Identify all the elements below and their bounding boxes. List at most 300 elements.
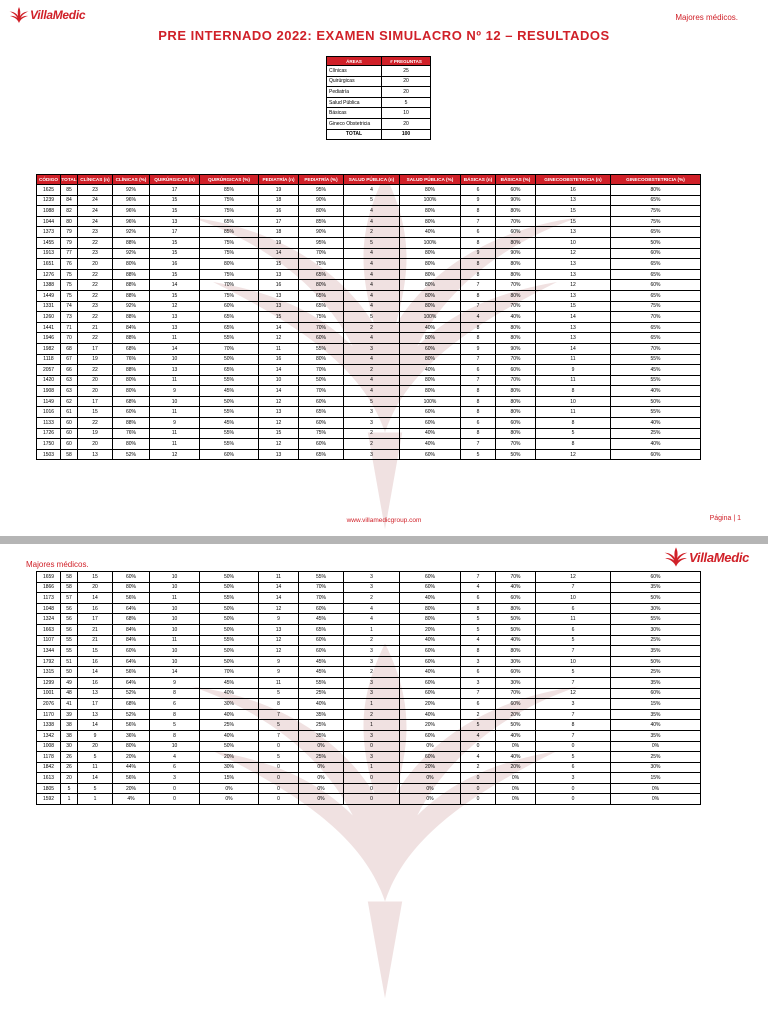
table-cell: 50% [200,656,259,667]
table-row [37,709,701,720]
table-cell: 12 [150,449,200,460]
table-cell: 75% [200,248,259,259]
table-cell: 11 [259,677,299,688]
table-cell: 16 [78,656,113,667]
table-cell: 84% [113,635,150,646]
table-cell: 1613 [37,773,61,784]
table-cell: 5 [78,783,113,794]
table-cell: 26 [61,762,78,773]
areas-row [327,76,431,87]
table-cell: 90% [496,248,536,259]
table-cell: 10 [150,656,200,667]
table-cell: 100% [400,312,461,323]
table-cell: 64% [113,603,150,614]
table-cell: 1 [344,699,400,710]
table-cell: 8 [461,396,496,407]
table-cell: 50% [496,720,536,731]
table-cell: 80% [299,280,344,291]
table-cell: 80% [200,259,259,270]
table-cell: 0% [611,794,701,805]
table-cell: 13 [150,322,200,333]
table-cell: 40% [496,312,536,323]
table-cell: 5 [78,752,113,763]
table-cell: 20% [496,709,536,720]
table-cell: 23 [78,248,113,259]
table-cell: 80% [113,375,150,386]
table-cell: 8 [461,407,496,418]
table-cell: 2 [461,709,496,720]
table-cell: 75% [611,216,701,227]
table-cell: 50% [200,572,259,583]
table-cell: 80% [400,333,461,344]
table-cell: 8 [536,386,611,397]
table-cell: 11 [536,407,611,418]
table-cell: 20% [400,720,461,731]
table-cell: 68% [113,343,150,354]
table-cell: 6 [536,603,611,614]
table-cell: 65% [611,195,701,206]
table-cell: 11 [259,572,299,583]
table-cell: 60% [299,439,344,450]
table-cell: 80% [496,206,536,217]
table-cell: 70% [200,280,259,291]
table-cell: 1239 [37,195,61,206]
table-cell: 6 [461,185,496,196]
table-cell: 20 [78,375,113,386]
table-cell: 60% [400,752,461,763]
results-column-header: TOTAL [61,175,78,185]
table-cell: 3 [150,773,200,784]
table-cell: 2 [344,322,400,333]
table-cell: 0% [611,741,701,752]
results-column-header: PEDIATRÍA (n) [259,175,299,185]
table-cell: 5 [259,720,299,731]
table-cell: 8 [461,646,496,657]
table-cell: 60% [299,333,344,344]
area-question-count: 25 [382,66,431,77]
table-cell: 7 [461,216,496,227]
table-cell: 15 [150,206,200,217]
table-cell: 0% [496,794,536,805]
table-row [37,375,701,386]
table-cell: 70% [200,667,259,678]
table-cell: 68% [113,699,150,710]
table-cell: 4 [344,216,400,227]
table-cell: 17 [259,216,299,227]
areas-row [327,118,431,129]
table-cell: 73 [61,312,78,323]
table-cell: 1982 [37,343,61,354]
table-cell: 40% [400,227,461,238]
table-row [37,195,701,206]
table-cell: 6 [536,624,611,635]
table-cell: 16 [536,185,611,196]
table-cell: 5 [150,720,200,731]
table-cell: 40% [496,730,536,741]
table-cell: 80% [611,185,701,196]
table-cell: 96% [113,195,150,206]
table-cell: 15 [536,301,611,312]
table-cell: 8 [461,603,496,614]
table-cell: 15 [259,312,299,323]
table-cell: 70% [496,688,536,699]
table-cell: 55% [611,354,701,365]
table-cell: 10 [150,614,200,625]
table-cell: 80% [496,290,536,301]
area-question-count: 20 [382,87,431,98]
table-cell: 100% [400,396,461,407]
villamedic-logo [9,6,85,24]
table-cell: 5 [344,312,400,323]
table-cell: 55% [299,677,344,688]
table-row [37,762,701,773]
table-cell: 7 [461,439,496,450]
area-name: Básicas [327,108,382,119]
table-cell: 14 [150,667,200,678]
table-cell: 5 [461,720,496,731]
table-cell: 58 [61,572,78,583]
table-cell: 80% [113,259,150,270]
table-cell: 0 [259,773,299,784]
table-cell: 100% [400,195,461,206]
table-cell: 70% [299,322,344,333]
table-cell: 1338 [37,720,61,731]
areas-table [326,56,431,140]
table-cell: 40% [200,709,259,720]
table-cell: 9 [150,677,200,688]
table-cell: 68 [61,343,78,354]
table-cell: 80% [299,206,344,217]
table-cell: 5 [344,396,400,407]
table-cell: 11 [78,762,113,773]
table-cell: 5 [259,688,299,699]
table-cell: 12 [536,572,611,583]
table-cell: 55% [200,428,259,439]
table-cell: 60% [113,646,150,657]
table-cell: 4 [461,312,496,323]
table-cell: 60% [400,407,461,418]
table-cell: 4 [344,386,400,397]
table-cell: 52% [113,709,150,720]
table-cell: 50% [200,396,259,407]
table-cell: 50% [200,354,259,365]
table-cell: 5 [536,667,611,678]
table-cell: 8 [461,322,496,333]
table-cell: 80% [496,237,536,248]
table-cell: 22 [78,290,113,301]
villamedic-logo [664,546,749,568]
table-cell: 0 [344,783,400,794]
table-cell: 19 [259,185,299,196]
table-cell: 1625 [37,185,61,196]
table-cell: 35% [299,730,344,741]
table-cell: 13 [78,688,113,699]
results-column-header: PEDIATRÍA (%) [299,175,344,185]
table-cell: 56 [61,614,78,625]
table-cell: 0% [200,794,259,805]
table-cell: 3 [344,752,400,763]
table-cell: 4 [150,752,200,763]
table-cell: 8 [150,730,200,741]
table-cell: 55% [299,343,344,354]
table-cell: 22 [78,418,113,429]
table-cell: 3 [344,572,400,583]
table-cell: 5 [536,635,611,646]
table-cell: 1866 [37,582,61,593]
table-cell: 9 [461,195,496,206]
table-cell: 25% [299,688,344,699]
table-cell: 13 [536,290,611,301]
results-column-header: BÁSICAS (n) [461,175,496,185]
table-cell: 1805 [37,783,61,794]
table-cell: 65% [611,227,701,238]
table-cell: 75% [611,301,701,312]
table-cell: 80% [496,269,536,280]
table-cell: 6 [150,699,200,710]
table-row [37,646,701,657]
table-cell: 0% [400,773,461,784]
table-cell: 5 [344,195,400,206]
table-cell: 20% [200,752,259,763]
table-cell: 3 [344,677,400,688]
table-cell: 65% [299,624,344,635]
table-cell: 62 [61,396,78,407]
total-label: TOTAL [327,129,382,140]
table-cell: 60% [200,301,259,312]
table-cell: 7 [461,280,496,291]
table-cell: 4 [344,206,400,217]
table-cell: 4 [344,280,400,291]
table-cell: 30% [200,699,259,710]
table-cell: 30% [611,624,701,635]
table-cell: 2 [344,428,400,439]
area-question-count: 10 [382,108,431,119]
table-cell: 1088 [37,206,61,217]
footer-url[interactable]: www.villamedicgroup.com [346,517,422,524]
table-cell: 13 [150,312,200,323]
table-cell: 55% [200,375,259,386]
table-cell: 75% [299,259,344,270]
table-cell: 52% [113,449,150,460]
table-cell: 13 [259,449,299,460]
table-row [37,572,701,583]
table-cell: 6 [461,593,496,604]
table-cell: 74 [61,301,78,312]
table-cell: 0% [400,741,461,752]
table-cell: 1 [61,794,78,805]
table-cell: 35% [611,677,701,688]
table-cell: 1149 [37,396,61,407]
table-cell: 8 [536,439,611,450]
table-cell: 10 [536,396,611,407]
table-cell: 96% [113,216,150,227]
table-cell: 92% [113,301,150,312]
results-column-header: SALUD PÚBLICA (%) [400,175,461,185]
table-cell: 25% [611,667,701,678]
table-cell: 4 [344,259,400,270]
table-cell: 10 [150,582,200,593]
table-cell: 0 [461,783,496,794]
table-cell: 92% [113,227,150,238]
table-cell: 75 [61,280,78,291]
table-cell: 10 [259,375,299,386]
table-cell: 57 [61,593,78,604]
table-cell: 70% [496,216,536,227]
table-cell: 60% [400,688,461,699]
table-cell: 1008 [37,741,61,752]
table-cell: 7 [461,301,496,312]
table-cell: 15 [259,428,299,439]
table-cell: 50% [496,624,536,635]
table-cell: 9 [259,614,299,625]
table-row [37,354,701,365]
table-cell: 80% [113,741,150,752]
table-cell: 80% [113,582,150,593]
table-cell: 1455 [37,237,61,248]
phoenix-logo-icon [9,6,29,24]
table-cell: 22 [78,237,113,248]
table-cell: 13 [259,407,299,418]
table-cell: 55% [200,635,259,646]
table-cell: 95% [299,185,344,196]
table-cell: 14 [259,593,299,604]
table-cell: 38 [61,730,78,741]
table-cell: 65% [200,312,259,323]
table-cell: 70% [299,248,344,259]
table-cell: 92% [113,248,150,259]
table-cell: 40% [200,730,259,741]
table-cell: 50% [200,646,259,657]
table-cell: 40% [400,322,461,333]
table-cell: 4 [344,248,400,259]
table-cell: 45% [200,418,259,429]
table-cell: 14 [78,720,113,731]
table-cell: 40% [496,582,536,593]
table-cell: 24 [78,195,113,206]
table-cell: 80% [496,322,536,333]
table-row [37,248,701,259]
table-cell: 82 [61,206,78,217]
table-cell: 4 [461,582,496,593]
table-cell: 0 [150,794,200,805]
table-cell: 4 [344,375,400,386]
table-cell: 55% [200,439,259,450]
table-cell: 1315 [37,667,61,678]
table-cell: 0 [536,741,611,752]
table-cell: 0 [259,783,299,794]
table-cell: 1276 [37,269,61,280]
table-cell: 60% [496,699,536,710]
table-cell: 60% [400,656,461,667]
table-cell: 56 [61,624,78,635]
table-cell: 30% [496,677,536,688]
results-column-header: QUIRÚRGICAS (n) [150,175,200,185]
table-cell: 64% [113,656,150,667]
table-cell: 75% [611,206,701,217]
table-cell: 60% [496,593,536,604]
table-cell: 2076 [37,699,61,710]
table-row [37,582,701,593]
table-row [37,688,701,699]
table-cell: 0% [496,773,536,784]
table-cell: 55% [611,614,701,625]
table-cell: 14 [78,773,113,784]
table-cell: 15 [78,407,113,418]
table-cell: 40% [400,365,461,376]
table-cell: 1913 [37,248,61,259]
table-cell: 8 [461,290,496,301]
table-cell: 4 [461,635,496,646]
table-cell: 95% [299,237,344,248]
table-cell: 84% [113,322,150,333]
table-cell: 25% [299,752,344,763]
table-cell: 45% [299,614,344,625]
table-cell: 36% [113,730,150,741]
table-cell: 15 [150,237,200,248]
table-cell: 44% [113,762,150,773]
table-cell: 60% [400,730,461,741]
table-cell: 8 [150,709,200,720]
table-cell: 2 [344,227,400,238]
table-cell: 71 [61,322,78,333]
table-cell: 3 [536,699,611,710]
table-cell: 3 [461,656,496,667]
table-cell: 0 [344,773,400,784]
table-cell: 75% [200,237,259,248]
table-cell: 4 [344,614,400,625]
table-cell: 65% [611,269,701,280]
table-cell: 19 [78,354,113,365]
table-cell: 60% [400,343,461,354]
table-cell: 0 [259,794,299,805]
table-cell: 63 [61,375,78,386]
table-cell: 16 [78,603,113,614]
table-cell: 13 [536,259,611,270]
results-column-header: SALUD PÚBLICA (n) [344,175,400,185]
table-cell: 15% [200,773,259,784]
table-cell: 4 [461,752,496,763]
table-cell: 18 [259,195,299,206]
areas-total-row [327,129,431,140]
table-cell: 11 [150,593,200,604]
table-cell: 13 [536,322,611,333]
table-cell: 80% [496,603,536,614]
table-cell: 39 [61,709,78,720]
table-cell: 75 [61,269,78,280]
table-cell: 70% [496,301,536,312]
table-cell: 11 [150,635,200,646]
table-cell: 10 [150,354,200,365]
table-cell: 13 [259,269,299,280]
table-cell: 8 [259,699,299,710]
area-question-count: 20 [382,76,431,87]
table-cell: 3 [344,656,400,667]
table-cell: 4 [344,269,400,280]
table-cell: 18 [259,227,299,238]
table-row [37,773,701,784]
table-cell: 80% [496,333,536,344]
table-row [37,614,701,625]
table-cell: 30% [200,762,259,773]
table-cell: 3 [344,646,400,657]
table-cell: 60% [400,582,461,593]
table-row [37,333,701,344]
table-cell: 60% [299,396,344,407]
table-cell: 80% [400,301,461,312]
table-cell: 1 [344,720,400,731]
table-cell: 88% [113,280,150,291]
table-cell: 20 [78,741,113,752]
